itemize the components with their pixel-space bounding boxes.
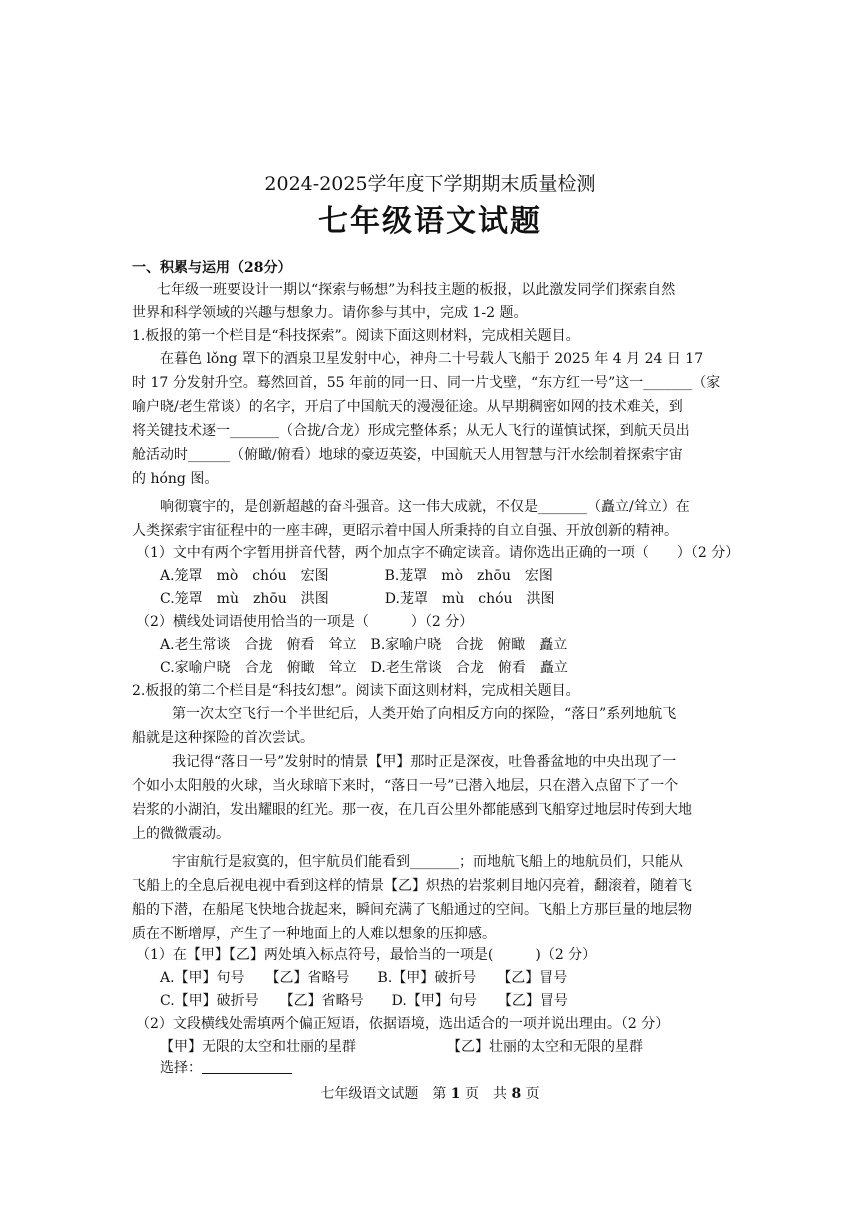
- text-line: 飞船上的全息后视电视中看到这样的情景【乙】炽热的岩浆刺目地闪亮着，翻滚着，随着飞: [132, 878, 692, 894]
- text-line: 的 hóng 图。: [132, 471, 219, 487]
- text-line: 在暮色 lǒng 罩下的酒泉卫星发射中心，神舟二十号载人飞船于 2025 年 4 月 24 日 17: [160, 351, 704, 367]
- text-line: 2.板报的第二个栏目是“科技幻想”。阅读下面这则材料，完成相关题目。: [132, 683, 580, 699]
- text-line: 质在不断增厚，产生了一种地面上的人难以想象的压抑感。: [132, 926, 496, 942]
- section-heading: 一、积累与运用（28分）: [132, 260, 292, 276]
- text-line: 七年级一班要设计一期以“探索与畅想”为科技主题的板报，以此激发同学们探索自然: [157, 282, 676, 298]
- page-footer: [0, 1084, 860, 1104]
- text-line: 船就是这种探险的首次尝试。: [132, 730, 314, 746]
- text-line: 上的微微震动。: [132, 826, 230, 842]
- answer-label: 选择：: [160, 1060, 202, 1076]
- exam-subtitle: 2024-2025学年度下学期期末质量检测: [264, 173, 596, 195]
- text-line: A.老生常谈 合拢 俯看 耸立 B.家喻户晓 合拢 俯瞰 矗立: [160, 637, 568, 653]
- text-line: 将关键技术逐一_______（合拢/合龙）形成完整体系；从无人飞行的谨慎试探，到航天员出: [132, 423, 690, 439]
- footer-mid: 页 共: [465, 1086, 507, 1102]
- text-line: A.【甲】句号 【乙】省略号 B.【甲】破折号 【乙】冒号: [160, 970, 568, 986]
- answer-blank[interactable]: [202, 1059, 292, 1074]
- text-line: 舱活动时______（俯瞰/俯看）地球的豪迈英姿，中国航天人用智慧与汗水绘制着探索宇宙: [132, 447, 683, 463]
- text-line: C.笼罩 mù zhōu 洪图 D.茏罩 mù chóu 洪图: [160, 591, 555, 607]
- text-line: （2）横线处词语使用恰当的一项是（ ）（2 分）: [136, 614, 474, 630]
- text-line: C.家喻户晓 合龙 俯瞰 耸立 D.老生常谈 合龙 俯看 矗立: [160, 660, 568, 676]
- text-line: 1.板报的第一个栏目是“科技探索”。阅读下面这则材料，完成相关题目。: [132, 328, 580, 344]
- text-line: 第一次太空飞行一个半世纪后，人类开始了向相反方向的探险，“落日”系列地航飞: [172, 706, 677, 722]
- footer-suffix: 页: [525, 1086, 540, 1102]
- text-line: （2）文段横线处需填两个偏正短语，依据语境，选出适合的一项并说出理由。（2 分）: [136, 1016, 670, 1032]
- answer-line: [160, 1058, 292, 1078]
- text-line: （1）在【甲】【乙】两处填入标点符号，最恰当的一项是( )（2 分）: [136, 947, 597, 963]
- text-line: 人类探索宇宙征程中的一座丰碑，更昭示着中国人所秉持的自立自强、开放创新的精神。: [132, 523, 678, 539]
- text-line: 喻户晓/老生常谈）的名字，开启了中国航天的漫漫征途。从早期稠密如网的技术难关，到: [132, 399, 683, 415]
- text-line: 响彻寰宇的，是创新超越的奋斗强音。这一伟大成就，不仅是_______（矗立/耸立）在: [160, 499, 690, 515]
- exam-title: 七年级语文试题: [318, 204, 542, 239]
- text-line: （1）文中有两个字暂用拼音代替，两个加点字不确定读音。请你选出正确的一项（ ）（2 分）: [136, 545, 740, 561]
- text-line: 【甲】无限的太空和壮丽的星群 【乙】壮丽的太空和无限的星群: [160, 1039, 643, 1055]
- footer-page-total: 8: [511, 1086, 522, 1102]
- text-line: C.【甲】破折号 【乙】省略号 D.【甲】句号 【乙】冒号: [160, 993, 568, 1009]
- footer-prefix: 七年级语文试题 第: [320, 1086, 447, 1102]
- text-line: 宇宙航行是寂寞的，但宇航员们能看到_______；而地航飞船上的地航员们，只能从: [172, 854, 683, 870]
- text-line: 船的下潜，在船尾飞快地合拢起来，瞬间充满了飞船通过的空间。飞船上方那巨量的地层物: [132, 902, 692, 918]
- text-line: 我记得“落日一号”发射时的情景【甲】那时正是深夜，吐鲁番盆地的中央出现了一: [172, 754, 677, 770]
- text-line: 世界和科学领域的兴趣与想象力。请你参与其中，完成 1-2 题。: [132, 305, 528, 321]
- text-line: 个如小太阳般的火球，当火球暗下来时，“落日一号”已潜入地层，只在潜入点留下了一个: [132, 778, 679, 794]
- text-line: A.笼罩 mò chóu 宏图 B.茏罩 mò zhōu 宏图: [160, 568, 553, 584]
- text-line: 时 17 分发射升空。蓦然回首，55 年前的同一日、同一片戈壁，“东方红一号”这一_______（家: [132, 375, 721, 391]
- text-line: 岩浆的小湖泊，发出耀眼的红光。那一夜，在几百公里外都能感到飞船穿过地层时传到大地: [132, 802, 692, 818]
- footer-page-number: 1: [450, 1086, 461, 1102]
